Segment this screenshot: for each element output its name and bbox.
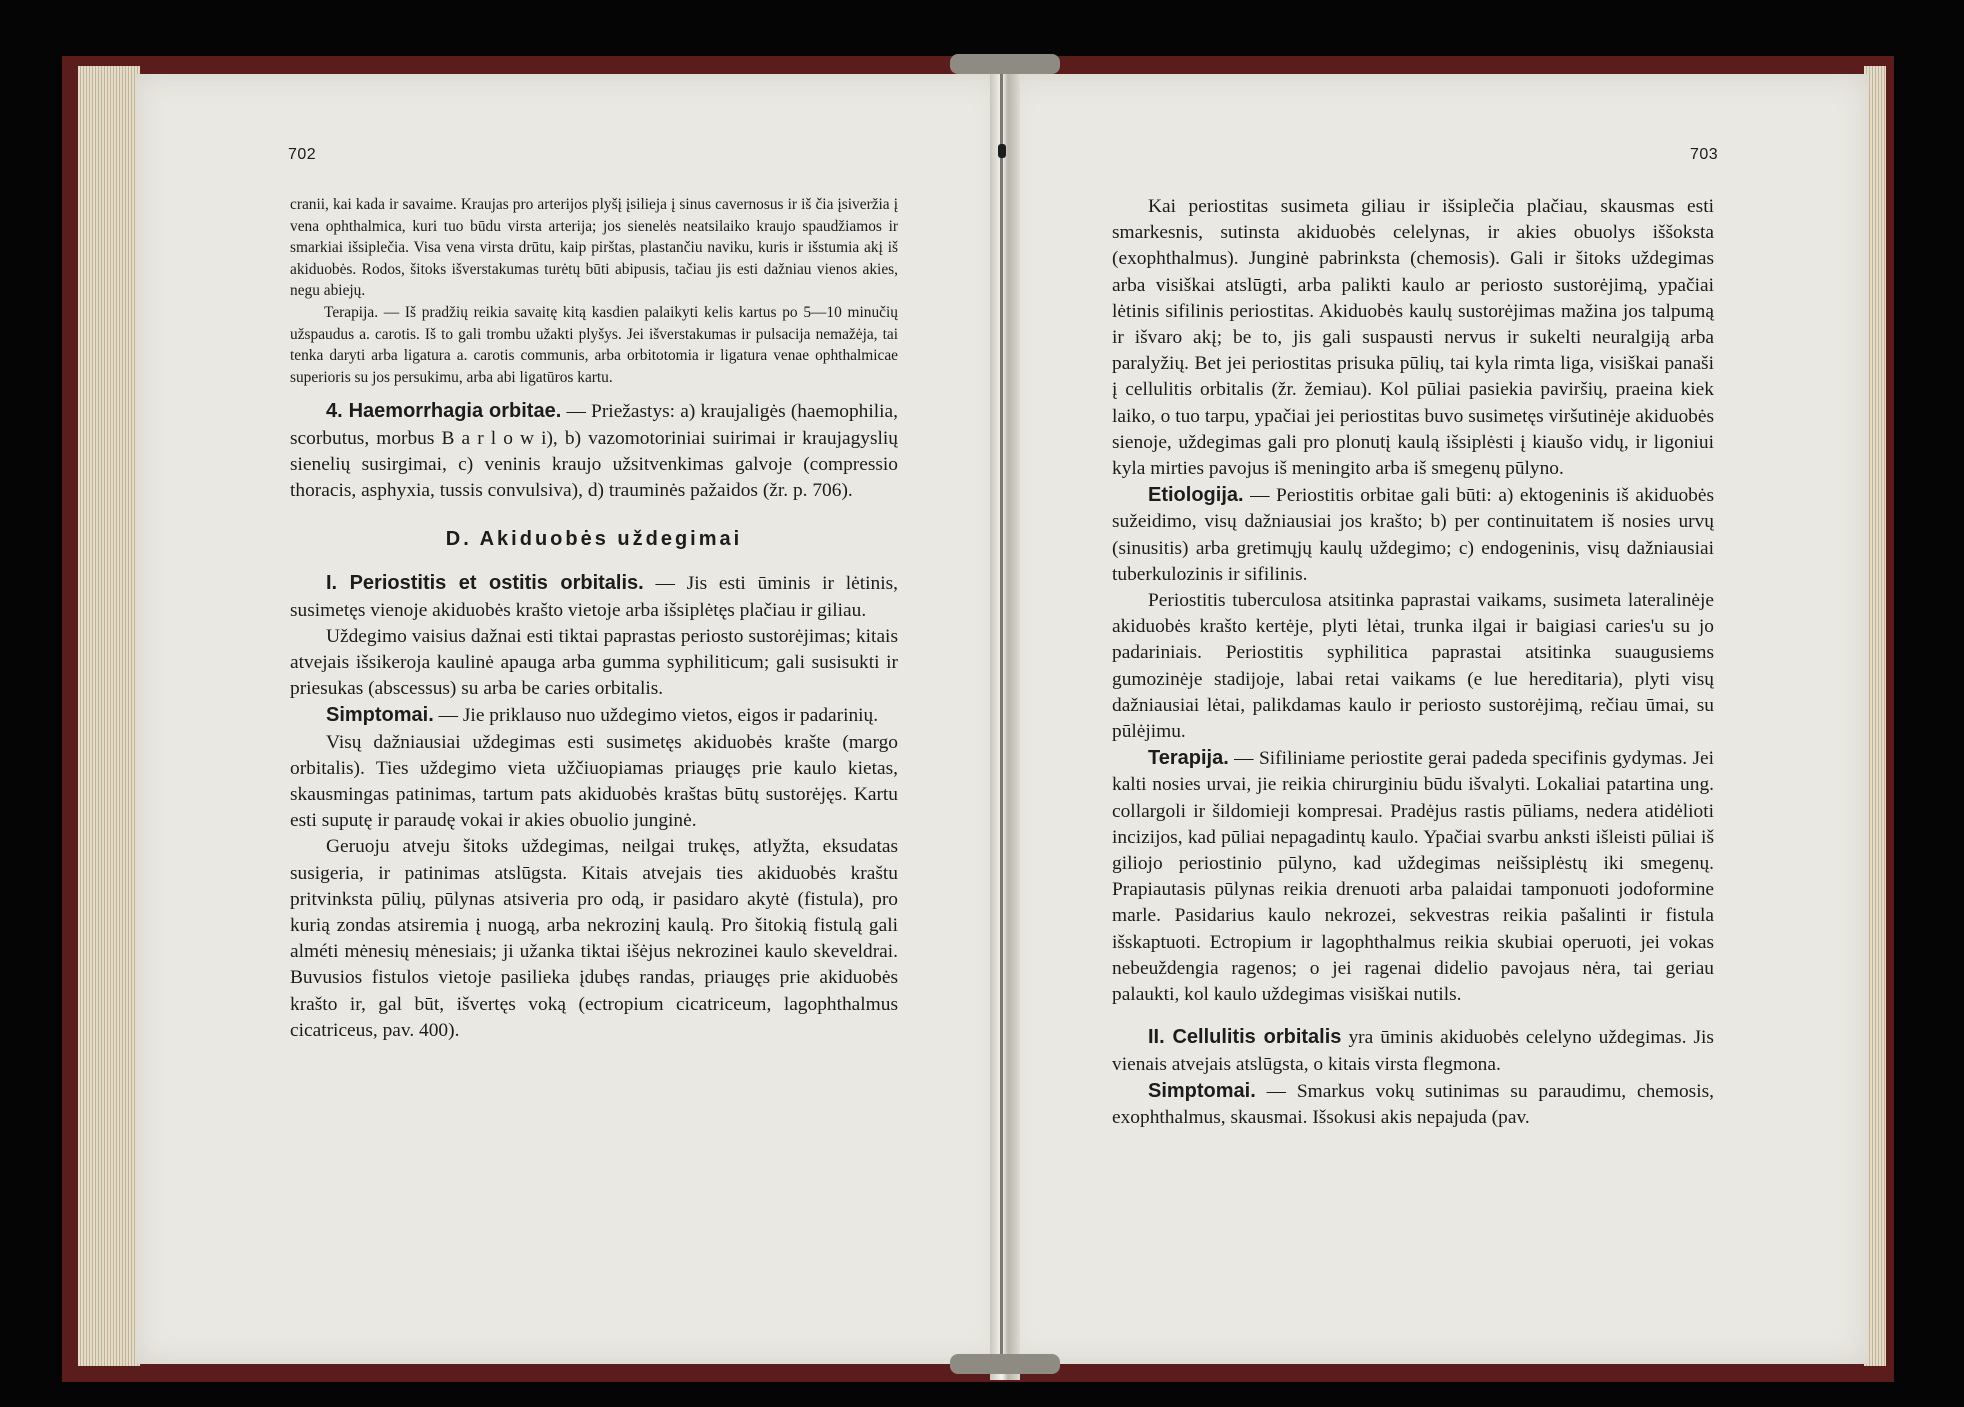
paragraph: — Periostitis orbitae gali būti: a) ektogeninis iš akiduobės sužeidimo, visų dažniausiai jos krašto; b) per continuitatem iš nosies urvų (sinusitis) arba gretimųjų kaulų uždegimo; c) endogeninis, visų dažniausiai tuberkulozinis ir sifilinis.: [1112, 485, 1714, 585]
paragraph: Geruoju atveju šitoks uždegimas, neilgai trukęs, atlyžta, eksudatas susigeria, ir patinimas atslūgsta. Kitais atvejais ties akiduobės kraštu pritvinksta pūlių, pūlynas atsiveria pro odą, ir pasidaro akytė (fistula), pro kurią zondas atsiremia į nuogą, arba nekrozinį kaulą. Pro šitokią fistulą gali alméti mėnesių mėnesiais; ji užanka tiktai išėjus nekrozinei kaulo skeveldrai. Buvusios fistulos vietoje pasilieka įdubęs randas, priaugęs prie akiduobės krašto ir, gal būt, išvertęs voką (ectropium cicatriceum, lagophthalmus cicatriceus, pav. 400).: [290, 836, 898, 1041]
paragraph: cranii, kai kada ir savaime. Kraujas pro arterijos plyšį įsilieja į sinus cavernosus ir iš čia įsiveržia į vena ophthalmica, kuri tuo būdu virsta arterija; jos sienelės neatsilaiko kraujo spaudžiamos ir smarkiai išsiplečia. Visa vena virsta drūtu, kaip pirštas, plastančiu naviku, kuris ir išstumia akį iš akiduobės. Rodos, šitoks išverstakumas turėtų būti abipusis, tačiau jis esti dažniau vienos akies, negu abiejų.: [290, 196, 898, 300]
left-text-column: [290, 194, 898, 1044]
section-heading: I. Periostitis et ostitis orbitalis.: [326, 572, 644, 595]
right-page-number: 703: [1690, 146, 1719, 163]
large-print-block: [1112, 194, 1714, 1131]
large-print-block: [290, 398, 898, 1044]
paragraph: — Smarkus vokų sutinimas su paraudimu, chemosis, exophthalmus, skausmai. Išsokusi akis nepajuda (pav.: [1112, 1080, 1714, 1128]
left-page-number: 702: [288, 146, 317, 163]
subheading: Simptomai.: [326, 704, 434, 727]
subheading: Terapija.: [1148, 747, 1229, 770]
page-crease: [1000, 74, 1003, 1364]
paragraph: — Priežastys: a) kraujaligės (haemophilia, scorbutus, morbus B a r l o w i), b) vazomotoriniai suirimai ir kraujagyslių sienelių susirgimai, c) veninis kraujo užsitvenkimas galvoje (compressio thoracis, asphyxia, tussis convulsiva), d) trauminės pažaidos (žr. p. 706).: [290, 401, 898, 501]
paragraph: — Jis esti ūminis ir lėtinis, susimetęs vienoje akiduobės krašto vietoje arba išsiplėtęs plačiau ir giliau.: [290, 573, 898, 621]
terapija-small-paragraph: Terapija. — Iš pradžių reikia savaitę kitą kasdien palaikyti kelis kartus po 5—10 minučių užspaudus a. carotis. Iš to gali trombu užakti plyšys. Jei išverstakumas ir pulsacija nemažėja, tai tenka daryti arba ligatura a. carotis communis, arba orbitotomia ir ligatura venae ophthalmicae superioris su jos persukimu, arba abi ligatūros kartu.: [290, 303, 898, 386]
subheading: Simptomai.: [1148, 1079, 1256, 1102]
right-text-column: [1112, 194, 1714, 1131]
paragraph: Uždegimo vaisius dažnai esti tiktai paprastas periosto sustorėjimas; kitais atvejais išsikeroja kaulinė apauga arba gumma syphiliticum; gali susisukti ir priesukas (abscessus) su arba be caries orbitalis.: [290, 625, 898, 700]
paragraph: — Sifiliniame periostite gerai padeda specifinis gydymas. Jei kalti nosies urvai, jie reikia chirurginiu būdu išvalyti. Lokaliai patartina ung. collargoli ir šildomieji kompresai. Pradėjus rastis pūliams, nedera atidėlioti incizijos, kad pūliai nepagadintų kaulo. Ypačiai svarbu anksti išleisti pūliai iš giliojo periostinio pūlyno, kad uždegimas neišsiplėstų iki smegenų. Prapiautasis pūlynas reikia drenuoti arba palaidai tamponuoti jodoformine marle. Pasidarius kaulo nekrozei, sekvestras reikia pašalinti ir fistula išskaptuoti. Ectropium ir lagophthalmus reikia skubiai operuoti, jei vokas nebeuždengia ragenos; o jei ragenai didelio pavojaus nėra, tai geriau palaukti, kol kaulo uždegimas visiškai nutils.: [1112, 748, 1714, 1006]
page-edges-left: [78, 66, 140, 1366]
paragraph: — Jie priklauso nuo uždegimo vietos, eigos ir padarinių.: [433, 705, 879, 727]
gutter: [990, 60, 1020, 1380]
section-heading: 4. Haemorrhagia orbitae.: [326, 400, 562, 423]
paragraph: Visų dažniausiai uždegimas esti susimetęs akiduobės krašte (margo orbitalis). Ties uždegimo vieta užčiuopiamas priaugęs prie kaulo kietas, skausmingas patinimas, tartum pats akiduobės kraštas būtų sustorėjęs. Kartu esti suputę ir paraudę vokai ir akies obuolio junginė.: [290, 731, 898, 832]
paragraph: Periostitis tuberculosa atsitinka paprastai vaikams, susimeta lateralinėje akiduobės krašto kertėje, plyti lėtai, trunka ilgai ir baigiasi caries'u su jo padariniais. Periostitis syphilitica paprastai atsitinka suaugusiems gumozinėje stadijoje, labai retai vaikams (e lue hereditaria), plyti visų dažniausiai lėtai, palikdamas kaulo ir periosto sustorėjimą, rečiau ūmai, su pūlėjimu.: [1112, 590, 1714, 743]
paragraph: yra ūminis akiduobės celelyno uždegimas. Jis vienais atvejais atslūgsta, o kitais virsta flegmona.: [1112, 1027, 1714, 1075]
paragraph: Kai periostitas susimeta giliau ir išsiplečia plačiau, skausmas esti smarkesnis, sutinsta akiduobės celelynas, ir akies obuolys iššoksta (exophthalmus). Junginė pabrinksta (chemosis). Gali ir šitoks uždegimas arba visiškai atslūgti, arba palikti kaulo ar periosto sustorėjimą, ypačiai lėtinis sifilinis periostitas. Akiduobės kaulų sustorėjimas mažina jos talpumą ir išvaro akį; be to, jis gali suspausti nervus ir sukelti neuralgiją arba paralyžių. Bet jei periostitas prisuka pūlių, tai kyla rimta liga, visiškai panaši į cellulitis orbitalis (žr. žemiau). Kol pūliai pasiekia paviršių, praeina kiek laiko, o tuo tarpu, ypačiai jei periostitas buvo susimetęs viršutinėje akiduobės sienoje, uždegimas gali pro plonutį kaulą išsiplėsti į kiaušo vidų, ir ligoniui kyla mirties pavojus iš meningito arba iš smegenų pūlyno.: [1112, 196, 1714, 480]
crease-mark: [998, 144, 1006, 158]
section-title: D. Akiduobės uždegimai: [445, 528, 743, 551]
section-heading: II. Cellulitis orbitalis: [1148, 1026, 1342, 1049]
subheading: Etiologija.: [1148, 484, 1244, 507]
spine-cord-top: [950, 54, 1060, 74]
small-print-block: [290, 194, 898, 388]
spine-cord-bottom: [950, 1354, 1060, 1374]
